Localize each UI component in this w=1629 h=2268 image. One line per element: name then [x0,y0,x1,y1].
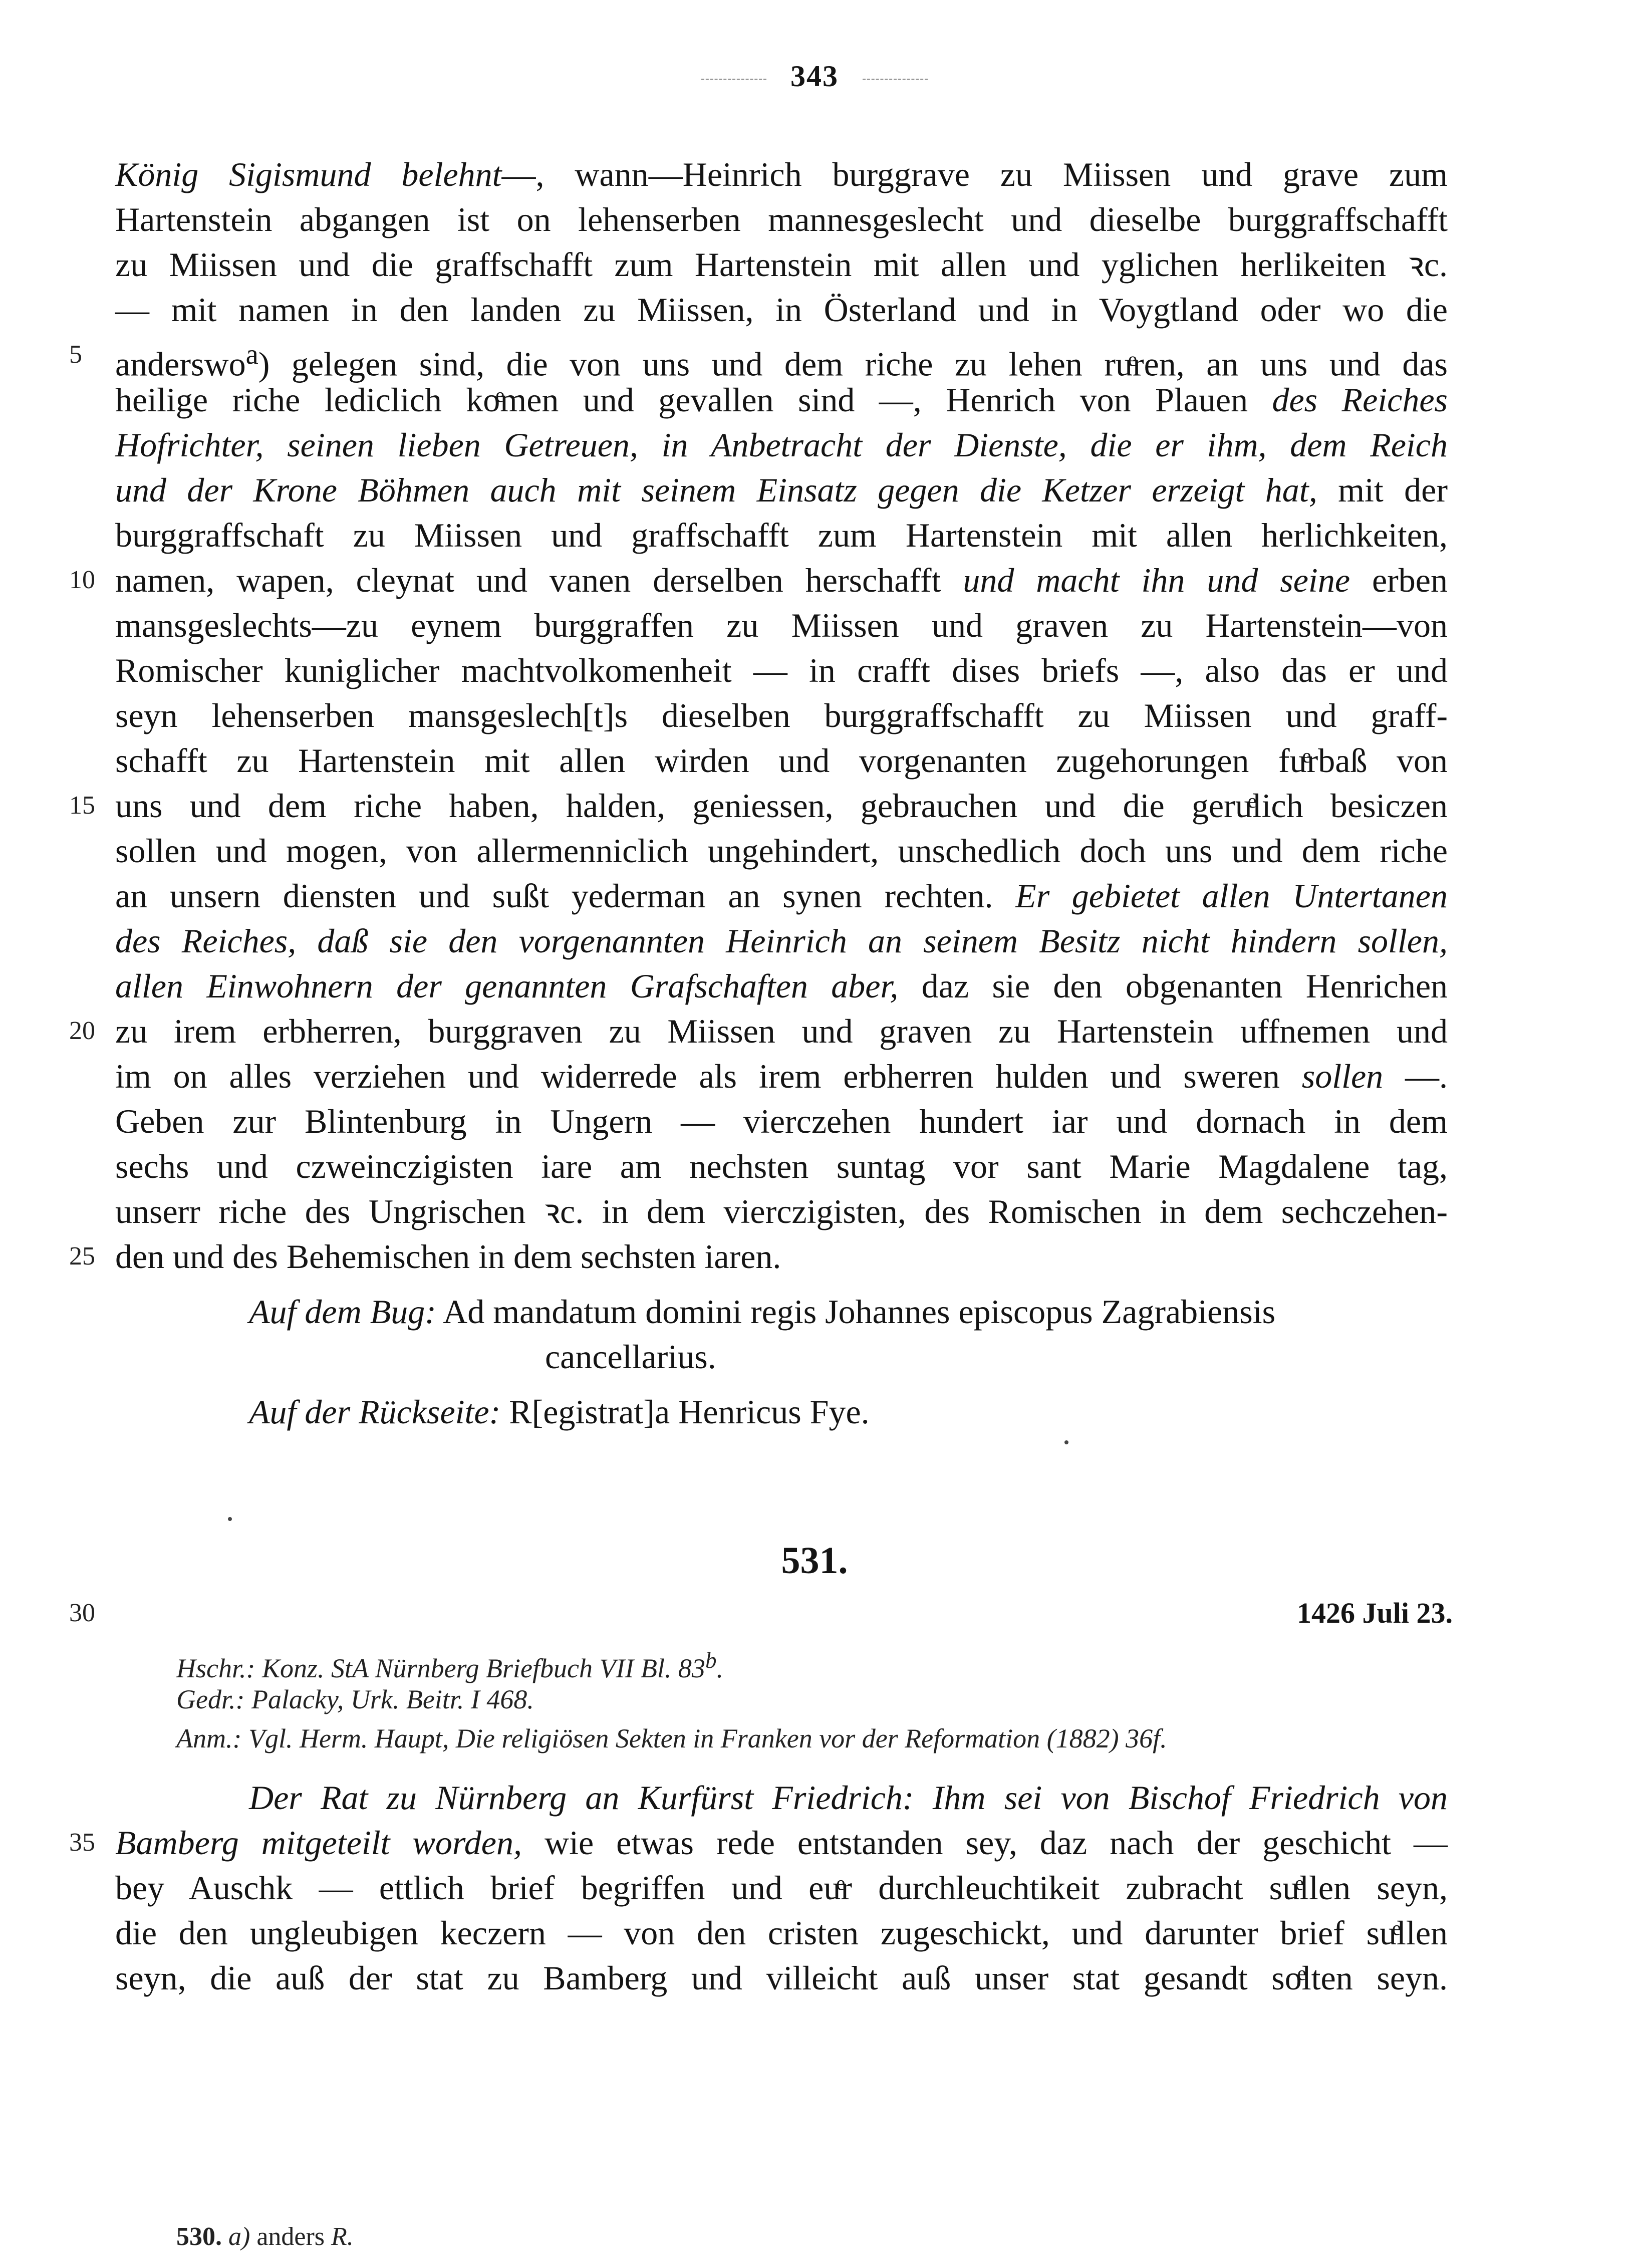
citation-line: Anm.: Vgl. Herm. Haupt, Die religiösen Sekten in Franken vor der Reformation (1882) 36f. [176,1723,1167,1753]
header-rule-left [701,79,766,80]
citation-line: Gedr.: Palacky, Urk. Beitr. I 468. [176,1684,534,1714]
text-line: König Sigismund belehnt—, wann—Heinrich burggrave zu Miissen und grave zum [115,155,1448,193]
text-line: allen Einwohnern der genannten Grafschaften aber, daz sie den obgenanten Henrichen [115,967,1448,1005]
text-line: namen, wapen, cleynat und vanen derselben herschafft und macht ihn und seine erben [115,561,1448,599]
back-note [249,1392,1448,1432]
text-line: im on alles verziehen und widerrede als irem erbherren hulden und sweren sollen —. [115,1057,1448,1095]
text-line: burggraffschaft zu Miissen und graffschafft zum Hartenstein mit allen herlichkeiten, [115,516,1448,554]
line-number: 5 [69,340,82,369]
line-number: 25 [69,1242,95,1271]
text-line: heilige riche lediclich koͤmen und gevallen sind —, Henrich von Plauen des Reiches [115,381,1448,419]
text-line: Hartenstein abgangen ist on lehenserben mannesgeslecht und dieselbe burggraffschafft [115,200,1448,238]
bug-note-cont: cancellarius. [545,1338,716,1376]
back-label: Auf der Rückseite: [249,1393,501,1431]
text-line: unserr riche des Ungrischen ꝛc. in dem vierczigisten, des Romischen in dem sechczehen- [115,1192,1448,1230]
text-line: zu Miissen und die graffschafft zum Hartenstein mit allen und yglichen herlikeiten ꝛc. [115,245,1448,284]
text-line: schafft zu Hartenstein mit allen wirden und vorgenanten zugehorungen fuͤrbaß von [115,741,1448,780]
bug-label: Auf dem Bug: [249,1293,436,1331]
text-line: Bamberg mitgeteilt worden, wie etwas rede entstanden sey, daz nach der geschicht — [115,1824,1448,1862]
back-text: R[egistrat]a Henricus Fye. [509,1393,870,1431]
header-rule-right [863,79,928,80]
text-line: Der Rat zu Nürnberg an Kurfürst Friedrich: Ihm sei von Bischof Friedrich von [249,1779,1448,1817]
text-line: Geben zur Blintenburg in Ungern — vierczehen hundert iar und dornach in dem [115,1102,1448,1140]
line-number: 20 [69,1017,95,1045]
text-line: seyn lehenserben mansgeslech[t]s dieselben burggraffschafft zu Miissen und graff- [115,696,1448,734]
text-line: Romischer kuniglicher machtvolkomenheit — in crafft dises briefs —, also das er und [115,651,1448,689]
text-line: des Reiches, daß sie den vorgenannten Heinrich an seinem Besitz nicht hindern sollen, [115,922,1448,960]
line-number: 30 [69,1599,95,1627]
line-number: 35 [69,1828,95,1857]
text-line: an unsern diensten und sußt yederman an synen rechten. Er gebietet allen Untertanen [115,877,1448,915]
footnote: 530. a) anders R. [176,2222,354,2251]
line-number: 10 [69,566,95,594]
citation-line: Hschr.: Konz. StA Nürnberg Briefbuch VII Bl. 83$^b$. [176,1648,723,1683]
line-number: 15 [69,791,95,820]
text-line: sechs und czweinczigisten iare am nechsten suntag vor sant Marie Magdalene tag, [115,1147,1448,1185]
text-line: den und des Behemischen in dem sechsten iaren. [115,1237,781,1276]
print-speck [1064,1440,1068,1444]
bug-text: Ad mandatum domini regis Johannes episcopus Zagrabiensis [443,1293,1276,1331]
bug-note [249,1292,1448,1332]
text-line: mansgeslechts—zu eynem burggraffen zu Miissen und graven zu Hartenstein—von [115,606,1448,644]
text-line: die den ungleubigen keczern — von den cristen zugeschickt, und darunter brief suͤllen [115,1914,1448,1952]
text-line: Hofrichter, seinen lieben Getreuen, in Anbetracht der Dienste, die er ihm, dem Reich [115,426,1448,464]
document-number: 531. [781,1540,848,1582]
text-line: bey Auschk — ettlich brief begriffen und euͤr durchleuchtikeit zubracht suͤllen seyn, [115,1869,1448,1907]
text-line: uns und dem riche haben, halden, geniessen, gebrauchen und die geruͤlich besiczen [115,787,1448,825]
text-line: zu irem erbherren, burggraven zu Miissen und graven zu Hartenstein uffnemen und [115,1012,1448,1050]
text-line: sollen und mogen, von allermenniclich ungehindert, unschedlich doch uns und dem riche [115,832,1448,870]
text-line: und der Krone Böhmen auch mit seinem Einsatz gegen die Ketzer erzeigt hat, mit der [115,471,1448,509]
print-speck [228,1517,232,1521]
text-line: — mit namen in den landen zu Miissen, in Österland und in Voygtland oder wo die [115,291,1448,329]
text-line: anderswo$^a$) gelegen sind, die von uns und dem riche zu lehen ruͤren, an uns und das [115,339,1448,383]
page-number: 343 [0,59,1629,94]
document-date: 1426 Juli 23. [1297,1597,1453,1629]
text-line: seyn, die auß der stat zu Bamberg und villeicht auß unser stat gesandt soͤlten seyn. [115,1959,1448,1997]
